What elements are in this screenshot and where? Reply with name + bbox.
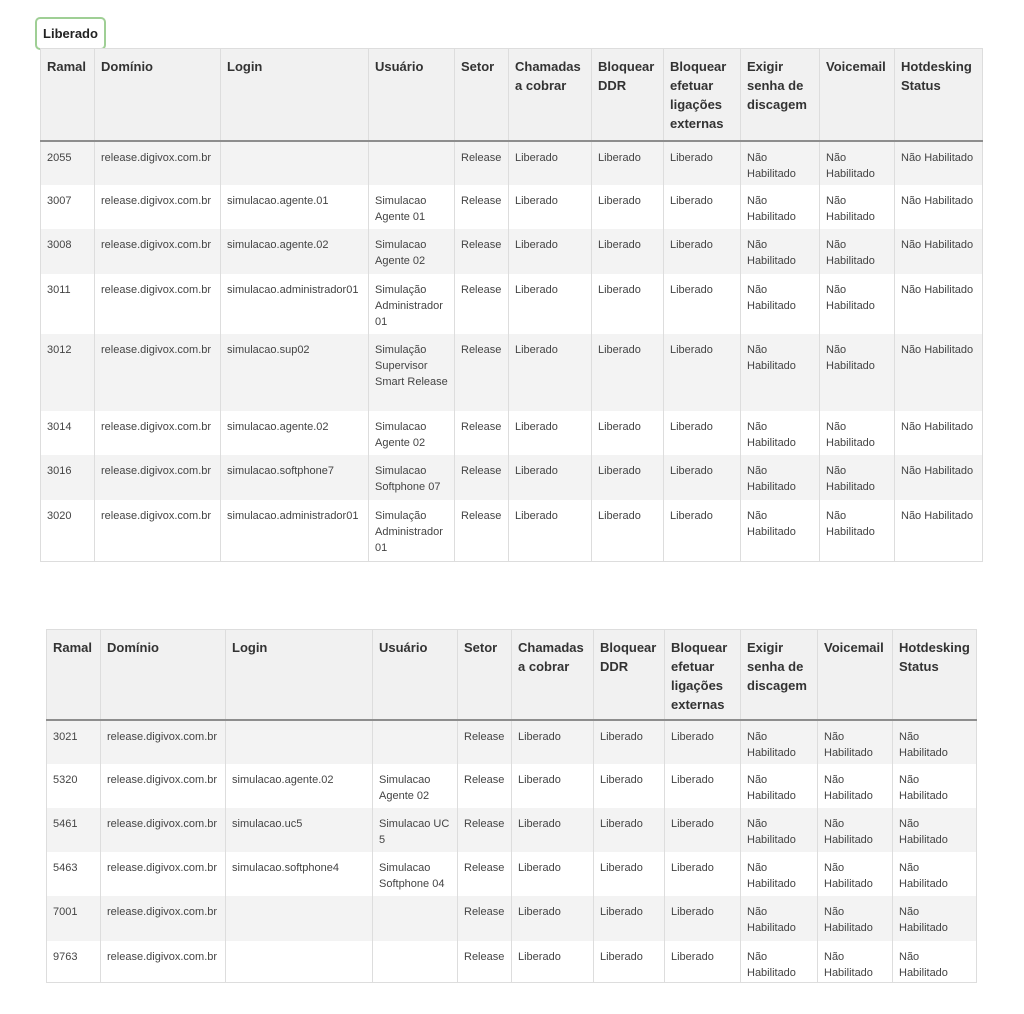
- cell-ramal: 2055: [41, 141, 95, 185]
- cell-voicemail: Não Habilitado: [820, 141, 895, 185]
- column-header-login: Login: [226, 630, 373, 720]
- cell-usuario: Simulação Supervisor Smart Release: [369, 334, 455, 411]
- column-header-setor: Setor: [458, 630, 512, 720]
- column-header-voicemail: Voicemail: [818, 630, 893, 720]
- cell-ramal: 3011: [41, 274, 95, 334]
- cell-voicemail: Não Habilitado: [818, 852, 893, 896]
- cell-hotdesking: Não Habilitado: [893, 852, 977, 896]
- cell-usuario: [369, 141, 455, 185]
- cell-bloquear: Liberado: [592, 500, 664, 562]
- cell-setor: Release: [455, 334, 509, 411]
- cell-bloquear: Liberado: [594, 808, 665, 852]
- cell-dominio: release.digivox.com.br: [95, 455, 221, 500]
- column-header-setor: Setor: [455, 49, 509, 141]
- cell-ramal: 3007: [41, 185, 95, 229]
- cell-voicemail: Não Habilitado: [818, 808, 893, 852]
- cell-bloquear: Liberado: [664, 274, 741, 334]
- cell-setor: Release: [455, 141, 509, 185]
- cell-ramal: 3020: [41, 500, 95, 562]
- cell-ramal: 3021: [47, 720, 101, 764]
- cell-dominio: release.digivox.com.br: [101, 764, 226, 808]
- cell-ramal: 3014: [41, 411, 95, 455]
- table-row[interactable]: [47, 852, 977, 896]
- cell-login: simulacao.administrador01: [221, 500, 369, 562]
- cell-setor: Release: [455, 500, 509, 562]
- cell-usuario: [373, 720, 458, 764]
- cell-usuario: Simulacao Agente 02: [369, 229, 455, 274]
- cell-hotdesking: Não Habilitado: [895, 455, 983, 500]
- table-row[interactable]: [47, 896, 977, 941]
- table-row[interactable]: [41, 455, 983, 500]
- cell-ramal: 3016: [41, 455, 95, 500]
- cell-dominio: release.digivox.com.br: [101, 720, 226, 764]
- cell-voicemail: Não Habilitado: [820, 500, 895, 562]
- table-row[interactable]: [41, 141, 983, 185]
- cell-bloquear: Liberado: [665, 941, 741, 983]
- cell-login: simulacao.agente.02: [221, 411, 369, 455]
- cell-dominio: release.digivox.com.br: [101, 896, 226, 941]
- cell-exigir: Não Habilitado: [741, 455, 820, 500]
- column-header-voicemail: Voicemail: [820, 49, 895, 141]
- cell-ramal: 7001: [47, 896, 101, 941]
- cell-dominio: release.digivox.com.br: [101, 941, 226, 983]
- cell-login: [226, 896, 373, 941]
- cell-chamadas: Liberado: [512, 808, 594, 852]
- cell-hotdesking: Não Habilitado: [895, 411, 983, 455]
- cell-hotdesking: Não Habilitado: [895, 274, 983, 334]
- cell-voicemail: Não Habilitado: [820, 334, 895, 411]
- table-row[interactable]: [47, 941, 977, 983]
- cell-hotdesking: Não Habilitado: [895, 185, 983, 229]
- cell-bloquear: Liberado: [664, 141, 741, 185]
- cell-chamadas: Liberado: [509, 185, 592, 229]
- cell-setor: Release: [455, 274, 509, 334]
- table-row[interactable]: [41, 185, 983, 229]
- cell-login: simulacao.softphone7: [221, 455, 369, 500]
- cell-usuario: Simulacao Softphone 04: [373, 852, 458, 896]
- cell-login: simulacao.uc5: [226, 808, 373, 852]
- cell-exigir: Não Habilitado: [741, 274, 820, 334]
- cell-setor: Release: [455, 229, 509, 274]
- table-row[interactable]: [47, 720, 977, 764]
- cell-login: simulacao.agente.02: [221, 229, 369, 274]
- cell-exigir: Não Habilitado: [741, 941, 818, 983]
- cell-exigir: Não Habilitado: [741, 896, 818, 941]
- table-row[interactable]: [41, 229, 983, 274]
- cell-bloquear: Liberado: [594, 896, 665, 941]
- cell-chamadas: Liberado: [512, 941, 594, 983]
- cell-login: simulacao.administrador01: [221, 274, 369, 334]
- cell-hotdesking: Não Habilitado: [895, 229, 983, 274]
- cell-bloquear: Liberado: [664, 229, 741, 274]
- cell-setor: Release: [455, 411, 509, 455]
- table-row[interactable]: [41, 334, 983, 411]
- cell-setor: Release: [458, 764, 512, 808]
- cell-login: [226, 720, 373, 764]
- cell-bloquear: Liberado: [592, 185, 664, 229]
- table-row[interactable]: [41, 274, 983, 334]
- cell-bloquear: Liberado: [665, 896, 741, 941]
- cell-usuario: Simulacao Softphone 07: [369, 455, 455, 500]
- cell-voicemail: Não Habilitado: [820, 229, 895, 274]
- cell-hotdesking: Não Habilitado: [895, 141, 983, 185]
- cell-ramal: 3012: [41, 334, 95, 411]
- cell-chamadas: Liberado: [509, 141, 592, 185]
- cell-bloquear: Liberado: [664, 334, 741, 411]
- column-header-hotdesking: Hotdesking Status: [895, 49, 983, 141]
- cell-setor: Release: [455, 455, 509, 500]
- cell-voicemail: Não Habilitado: [820, 274, 895, 334]
- column-header-exigir: Exigir senha de discagem: [741, 630, 818, 720]
- cell-exigir: Não Habilitado: [741, 229, 820, 274]
- cell-exigir: Não Habilitado: [741, 720, 818, 764]
- cell-bloquear: Liberado: [664, 185, 741, 229]
- cell-chamadas: Liberado: [509, 334, 592, 411]
- cell-bloquear: Liberado: [592, 334, 664, 411]
- cell-chamadas: Liberado: [509, 500, 592, 562]
- cell-hotdesking: Não Habilitado: [893, 896, 977, 941]
- cell-dominio: release.digivox.com.br: [95, 229, 221, 274]
- extensions-table-1: [40, 48, 983, 562]
- cell-bloquear: Liberado: [664, 455, 741, 500]
- column-header-bloquear: Bloquear efetuar ligações externas: [664, 49, 741, 141]
- column-header-bloquear: Bloquear DDR: [594, 630, 665, 720]
- cell-login: simulacao.softphone4: [226, 852, 373, 896]
- column-header-dominio: Domínio: [95, 49, 221, 141]
- cell-setor: Release: [458, 941, 512, 983]
- cell-chamadas: Liberado: [509, 411, 592, 455]
- cell-setor: Release: [458, 896, 512, 941]
- cell-bloquear: Liberado: [592, 274, 664, 334]
- cell-usuario: Simulação Administrador 01: [369, 274, 455, 334]
- cell-bloquear: Liberado: [664, 411, 741, 455]
- cell-chamadas: Liberado: [512, 852, 594, 896]
- cell-exigir: Não Habilitado: [741, 808, 818, 852]
- cell-hotdesking: Não Habilitado: [895, 334, 983, 411]
- cell-exigir: Não Habilitado: [741, 852, 818, 896]
- cell-ramal: 3008: [41, 229, 95, 274]
- column-header-hotdesking: Hotdesking Status: [893, 630, 977, 720]
- cell-hotdesking: Não Habilitado: [893, 720, 977, 764]
- cell-voicemail: Não Habilitado: [818, 941, 893, 983]
- cell-dominio: release.digivox.com.br: [95, 411, 221, 455]
- cell-usuario: Simulação Administrador 01: [369, 500, 455, 562]
- header-row: [41, 49, 983, 141]
- cell-ramal: 9763: [47, 941, 101, 983]
- cell-login: simulacao.agente.01: [221, 185, 369, 229]
- cell-voicemail: Não Habilitado: [820, 411, 895, 455]
- table-row[interactable]: [41, 411, 983, 455]
- column-header-ramal: Ramal: [41, 49, 95, 141]
- column-header-exigir: Exigir senha de discagem: [741, 49, 820, 141]
- cell-setor: Release: [455, 185, 509, 229]
- cell-login: [221, 141, 369, 185]
- column-header-bloquear: Bloquear efetuar ligações externas: [665, 630, 741, 720]
- cell-usuario: Simulacao Agente 02: [369, 411, 455, 455]
- cell-bloquear: Liberado: [594, 852, 665, 896]
- cell-bloquear: Liberado: [665, 764, 741, 808]
- cell-bloquear: Liberado: [665, 720, 741, 764]
- cell-chamadas: Liberado: [512, 720, 594, 764]
- cell-dominio: release.digivox.com.br: [101, 852, 226, 896]
- cell-usuario: [373, 896, 458, 941]
- cell-bloquear: Liberado: [592, 229, 664, 274]
- cell-setor: Release: [458, 808, 512, 852]
- cell-exigir: Não Habilitado: [741, 500, 820, 562]
- cell-voicemail: Não Habilitado: [820, 185, 895, 229]
- cell-setor: Release: [458, 720, 512, 764]
- cell-usuario: Simulacao UC 5: [373, 808, 458, 852]
- cell-bloquear: Liberado: [592, 411, 664, 455]
- column-header-login: Login: [221, 49, 369, 141]
- cell-setor: Release: [458, 852, 512, 896]
- cell-exigir: Não Habilitado: [741, 185, 820, 229]
- cell-chamadas: Liberado: [509, 274, 592, 334]
- column-header-bloquear: Bloquear DDR: [592, 49, 664, 141]
- cell-bloquear: Liberado: [594, 941, 665, 983]
- cell-usuario: Simulacao Agente 02: [373, 764, 458, 808]
- extensions-table-2: [46, 629, 977, 983]
- cell-ramal: 5320: [47, 764, 101, 808]
- cell-dominio: release.digivox.com.br: [95, 185, 221, 229]
- column-header-chamadas: Chamadas a cobrar: [509, 49, 592, 141]
- header-row: [47, 630, 977, 720]
- cell-chamadas: Liberado: [509, 455, 592, 500]
- status-badge: Liberado: [35, 17, 106, 50]
- cell-exigir: Não Habilitado: [741, 764, 818, 808]
- cell-voicemail: Não Habilitado: [818, 896, 893, 941]
- cell-chamadas: Liberado: [512, 764, 594, 808]
- cell-bloquear: Liberado: [592, 141, 664, 185]
- cell-ramal: 5461: [47, 808, 101, 852]
- cell-hotdesking: Não Habilitado: [893, 764, 977, 808]
- cell-hotdesking: Não Habilitado: [893, 941, 977, 983]
- cell-usuario: [373, 941, 458, 983]
- column-header-ramal: Ramal: [47, 630, 101, 720]
- cell-exigir: Não Habilitado: [741, 411, 820, 455]
- cell-chamadas: Liberado: [512, 896, 594, 941]
- cell-dominio: release.digivox.com.br: [95, 141, 221, 185]
- cell-voicemail: Não Habilitado: [820, 455, 895, 500]
- cell-dominio: release.digivox.com.br: [101, 808, 226, 852]
- cell-usuario: Simulacao Agente 01: [369, 185, 455, 229]
- column-header-dominio: Domínio: [101, 630, 226, 720]
- cell-bloquear: Liberado: [594, 764, 665, 808]
- cell-bloquear: Liberado: [594, 720, 665, 764]
- cell-voicemail: Não Habilitado: [818, 764, 893, 808]
- cell-bloquear: Liberado: [665, 808, 741, 852]
- column-header-usuario: Usuário: [373, 630, 458, 720]
- table-row[interactable]: [41, 500, 983, 562]
- cell-dominio: release.digivox.com.br: [95, 500, 221, 562]
- column-header-chamadas: Chamadas a cobrar: [512, 630, 594, 720]
- cell-login: [226, 941, 373, 983]
- cell-hotdesking: Não Habilitado: [895, 500, 983, 562]
- cell-hotdesking: Não Habilitado: [893, 808, 977, 852]
- table-row[interactable]: [47, 808, 977, 852]
- cell-voicemail: Não Habilitado: [818, 720, 893, 764]
- table-row[interactable]: [47, 764, 977, 808]
- cell-bloquear: Liberado: [664, 500, 741, 562]
- cell-bloquear: Liberado: [592, 455, 664, 500]
- cell-exigir: Não Habilitado: [741, 141, 820, 185]
- cell-bloquear: Liberado: [665, 852, 741, 896]
- cell-exigir: Não Habilitado: [741, 334, 820, 411]
- cell-chamadas: Liberado: [509, 229, 592, 274]
- cell-login: simulacao.agente.02: [226, 764, 373, 808]
- column-header-usuario: Usuário: [369, 49, 455, 141]
- cell-dominio: release.digivox.com.br: [95, 334, 221, 411]
- cell-ramal: 5463: [47, 852, 101, 896]
- cell-login: simulacao.sup02: [221, 334, 369, 411]
- cell-dominio: release.digivox.com.br: [95, 274, 221, 334]
